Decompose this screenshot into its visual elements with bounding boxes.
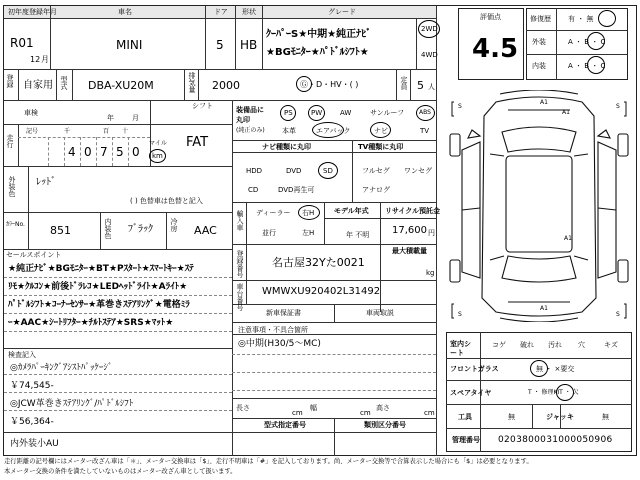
seat-item-5: キズ bbox=[604, 341, 618, 349]
sales-point-line-4: ｰ★AAC★ｼｰﾄﾘﾌﾀｰ★ﾁﾙﾄｽﾃｱ★SRS★ﾏｯﾄ★ bbox=[8, 318, 174, 328]
displacement-label: 排気量 bbox=[188, 72, 196, 93]
model-value: MINI bbox=[116, 38, 143, 52]
use-value: 自家用 bbox=[23, 80, 53, 91]
model-year-value: 年 不明 bbox=[346, 231, 370, 239]
mileage-digit-1: 4 bbox=[68, 145, 76, 159]
model-spec-label: 型式指定番号 bbox=[264, 421, 306, 429]
mgmt-value: 0203800031000050906 bbox=[498, 435, 613, 445]
warranty-label: 新車保証書 bbox=[266, 309, 301, 317]
mileage-sub-3: 百 bbox=[103, 128, 110, 135]
inspector-line-1: ◎ｶﾒﾗﾊﾟｰｷﾝｸﾞｱｼｽﾄﾊﾟｯｹｰｼﾞ bbox=[10, 363, 113, 373]
repair-none-circle bbox=[598, 10, 616, 27]
shape-value: HB bbox=[240, 38, 258, 52]
ac-label: 冷房 bbox=[170, 218, 178, 232]
import-dealer: ディーラー bbox=[256, 209, 291, 217]
inspector-notes-label: 検査記入 bbox=[8, 351, 36, 359]
navi-sd: SD bbox=[323, 167, 333, 175]
drive-4wd: 4WD bbox=[421, 51, 438, 59]
shift-label: シフト bbox=[192, 102, 213, 110]
sales-point-line-1: ★純正ﾅﾋﾞ★BGﾓﾆﾀｰ★BT★Pｽﾀｰﾄ★ｽﾏｰﾄｷｰ★ｽﾃ bbox=[8, 264, 194, 274]
interior-color-value: ﾌﾞﾗｯｸ bbox=[128, 224, 153, 235]
plate-label: 登録番号 bbox=[236, 250, 244, 278]
color-no-value: 851 bbox=[50, 224, 71, 237]
first-reg-label: 初年度登録年月 bbox=[8, 8, 57, 16]
spare-label: スペアタイヤ bbox=[450, 389, 492, 397]
import-label: 輸入車 bbox=[236, 210, 244, 231]
spare-kit-circle bbox=[556, 384, 574, 401]
model-type-label: 型式 bbox=[60, 76, 68, 90]
model-type-value: DBA-XU20M bbox=[88, 79, 154, 92]
grade-line-2: ★BGﾓﾆﾀｰ★ﾊﾟﾄﾞﾙｼﾌﾄ★ bbox=[266, 47, 369, 58]
tv-oneseg: ワンセグ bbox=[404, 167, 432, 175]
seat-item-4: 穴 bbox=[578, 341, 585, 349]
manual-label: 車両取説 bbox=[366, 309, 394, 317]
seat-mark-2: S bbox=[616, 103, 620, 110]
exterior-grade-label: 外装 bbox=[532, 38, 546, 46]
inspector-line-6: 内外装小AU bbox=[10, 439, 59, 449]
navi-dvd-play: DVD再生可 bbox=[278, 186, 315, 194]
notes-label: 注意事項・不具合箇所 bbox=[238, 326, 308, 334]
inspector-line-3: ◎JCW革巻きｽﾃｱﾘﾝｸﾞ/ﾊﾟﾄﾞﾙｼﾌﾄ bbox=[10, 399, 134, 409]
equipment-label-2: 丸印 bbox=[236, 116, 250, 124]
damage-mark-rear: A1 bbox=[540, 305, 548, 312]
navi-dvd: DVD bbox=[286, 167, 302, 175]
seat-mark-3: S bbox=[458, 311, 462, 318]
doors-label: ドア bbox=[214, 8, 228, 16]
equip-airbag: エアバック bbox=[316, 127, 351, 135]
import-left-hand: 左H bbox=[302, 229, 315, 237]
seat-item-3: 汚れ bbox=[548, 341, 562, 349]
footer-line-1: 走行距離の記号欄にはメーター改ざん車は「＊」、メーター交換車は「$」、走行不明車は「#」を記入しております。尚、メーター交換等で合算表示した場合にも「$」は必要となります。 bbox=[4, 458, 533, 465]
km-label: km bbox=[152, 152, 163, 160]
sales-points-label: セールスポイント bbox=[6, 251, 62, 259]
glass-none-circle bbox=[530, 360, 548, 377]
equip-ps: PS bbox=[284, 109, 293, 117]
exterior-grade-options: A ・ B ・ C bbox=[568, 38, 606, 46]
month-unit: 月 bbox=[41, 55, 49, 64]
inspector-line-4: ￥56,364- bbox=[10, 417, 54, 427]
capacity-value: 5 bbox=[417, 79, 424, 92]
grade-label: グレード bbox=[328, 8, 356, 16]
max-load-label: 最大積載量 bbox=[392, 247, 427, 255]
recycle-unit: 円 bbox=[428, 229, 435, 237]
mileage-sub-4: 十 bbox=[122, 128, 129, 135]
fuel-options: Ⓖ・D・HV・( ) bbox=[300, 80, 359, 89]
length-label: 長さ bbox=[236, 404, 250, 412]
mile-label: マイル bbox=[149, 140, 167, 147]
displacement-value: 2000 bbox=[212, 79, 240, 92]
plate-value: 名古屋32Yた0021 bbox=[272, 256, 365, 269]
exterior-color-value: ﾚｯﾄﾞ bbox=[36, 177, 56, 188]
score-label: 評価点 bbox=[480, 13, 501, 21]
interior-grade-options: A ・ B ・ C bbox=[568, 62, 606, 70]
footer-line-2: 本メーター交換の条件を満たしていないものはメーター改ざん車として扱います。 bbox=[4, 468, 237, 475]
height-label: 高さ bbox=[376, 404, 390, 412]
mileage-label: 走行 bbox=[6, 134, 14, 148]
equip-leather: 本革 bbox=[282, 127, 296, 135]
reg-label: 登録 bbox=[6, 74, 14, 88]
jack-value: 無 bbox=[602, 413, 609, 421]
car-damage-diagram bbox=[444, 90, 634, 322]
tools-value: 無 bbox=[508, 413, 515, 421]
damage-mark-front-right: A1 bbox=[562, 109, 570, 116]
drive-2wd: 2WD bbox=[421, 25, 438, 33]
equip-navi: ナビ bbox=[374, 127, 388, 135]
mileage-sub-2: 千 bbox=[64, 128, 71, 135]
sales-point-line-2: ﾘﾓ★ｸﾙｺﾝ★前後ﾄﾞﾗﾚｺ★LEDﾍｯﾄﾞﾗｲﾄ★Aﾗｲﾄ★ bbox=[8, 282, 188, 292]
interior-grade-label: 内装 bbox=[532, 62, 546, 70]
chassis-label: 車台番号 bbox=[236, 283, 244, 311]
ac-value: AAC bbox=[194, 224, 217, 237]
width-unit: cm bbox=[360, 409, 371, 417]
exterior-b-circle bbox=[587, 32, 605, 50]
import-right-hand: 右H bbox=[302, 209, 315, 217]
grade-line-1: ｸｰﾊﾟｰS★中期★純正ﾅﾋﾞ bbox=[266, 29, 372, 40]
mileage-digit-3: 7 bbox=[100, 145, 108, 159]
mileage-digit-5: 0 bbox=[132, 145, 140, 159]
seat-mark-4: S bbox=[616, 311, 620, 318]
inspection-label: 車検 bbox=[24, 109, 38, 117]
width-label: 幅 bbox=[310, 404, 317, 412]
jack-label: ジャッキ bbox=[546, 413, 574, 421]
mgmt-label: 管理番号 bbox=[452, 436, 480, 444]
height-unit: cm bbox=[424, 409, 435, 417]
model-label: 車名 bbox=[118, 8, 132, 16]
seat-mark-1: S bbox=[458, 103, 462, 110]
repair-options: 有 ・ 無 bbox=[568, 15, 594, 23]
glass-options: 無 ・ ×要交 bbox=[536, 365, 575, 373]
recycle-label: リサイクル預託金 bbox=[385, 207, 441, 215]
tv-analog: アナログ bbox=[362, 186, 390, 194]
damage-mark-front: A1 bbox=[540, 99, 548, 106]
shift-value: FAT bbox=[186, 135, 209, 150]
equip-pw: PW bbox=[311, 109, 323, 117]
first-reg-month: 12 bbox=[30, 55, 41, 64]
interior-b-circle bbox=[587, 56, 605, 74]
year-label: 年 bbox=[107, 114, 114, 122]
max-load-unit: kg bbox=[426, 269, 435, 277]
score-value: 4.5 bbox=[472, 34, 519, 64]
seat-item-2: 破れ bbox=[520, 341, 534, 349]
recycle-value: 17,600 bbox=[392, 225, 427, 236]
sales-point-line-3: ﾊﾟﾄﾞﾙｼﾌﾄ★ｺｰﾅｰｾﾝｻｰ★革巻きｽﾃｱﾘﾝｸﾞ★電格ﾐﾗ bbox=[8, 300, 190, 310]
capacity-label: 定員 bbox=[400, 76, 408, 90]
class-label: 類別区分番号 bbox=[364, 421, 406, 429]
seat-item-1: コゲ bbox=[492, 341, 506, 349]
chassis-value: WMWXU920402L31492 bbox=[262, 286, 381, 297]
month-label: 月 bbox=[132, 114, 139, 122]
mileage-sub-1: 記号 bbox=[26, 128, 39, 135]
repair-label: 修復歴 bbox=[530, 15, 551, 23]
length-unit: cm bbox=[292, 409, 303, 417]
interior-color-label: 内装色 bbox=[104, 218, 112, 239]
equip-sunroof: サンルーフ bbox=[370, 109, 405, 117]
model-year-label: モデル年式 bbox=[334, 207, 369, 215]
inspector-line-2: ￥74,545- bbox=[10, 381, 54, 391]
color-no-label: ｶﾗｰNo. bbox=[6, 221, 25, 228]
spare-options: T ・ 修理KIT ・ 欠 bbox=[528, 389, 579, 396]
navi-hdd: HDD bbox=[246, 167, 263, 175]
first-reg-value: R01 bbox=[10, 36, 34, 50]
equip-aw: AW bbox=[340, 109, 352, 117]
navi-cd: CD bbox=[248, 186, 259, 194]
equip-tv: TV bbox=[420, 127, 430, 135]
color-change-note: ( ) 色替車は色替と記入 bbox=[130, 197, 203, 205]
tv-title: TV種類に丸印 bbox=[358, 143, 404, 151]
equipment-label-3: (純正のみ) bbox=[236, 127, 265, 134]
mileage-digit-4: 5 bbox=[116, 145, 124, 159]
doors-value: 5 bbox=[216, 38, 224, 52]
glass-label: フロントガラス bbox=[450, 365, 499, 373]
navi-title: ナビ種類に丸印 bbox=[262, 143, 311, 151]
equip-abs: ABS bbox=[419, 109, 431, 116]
damage-mark-roof: A1 bbox=[564, 235, 572, 242]
notes-value: ◎中期(H30/5～MC) bbox=[238, 339, 321, 349]
exterior-color-label: 外装色 bbox=[8, 176, 16, 197]
seat-label: 室内シート bbox=[450, 340, 471, 358]
import-parallel: 並行 bbox=[262, 229, 276, 237]
tv-fullseg: フルセグ bbox=[362, 167, 390, 175]
mileage-digit-2: 0 bbox=[84, 145, 92, 159]
capacity-unit: 人 bbox=[428, 83, 435, 91]
tools-label: 工具 bbox=[458, 413, 472, 421]
shape-label: 形状 bbox=[242, 8, 256, 16]
equipment-label-1: 装備品に bbox=[236, 106, 264, 114]
